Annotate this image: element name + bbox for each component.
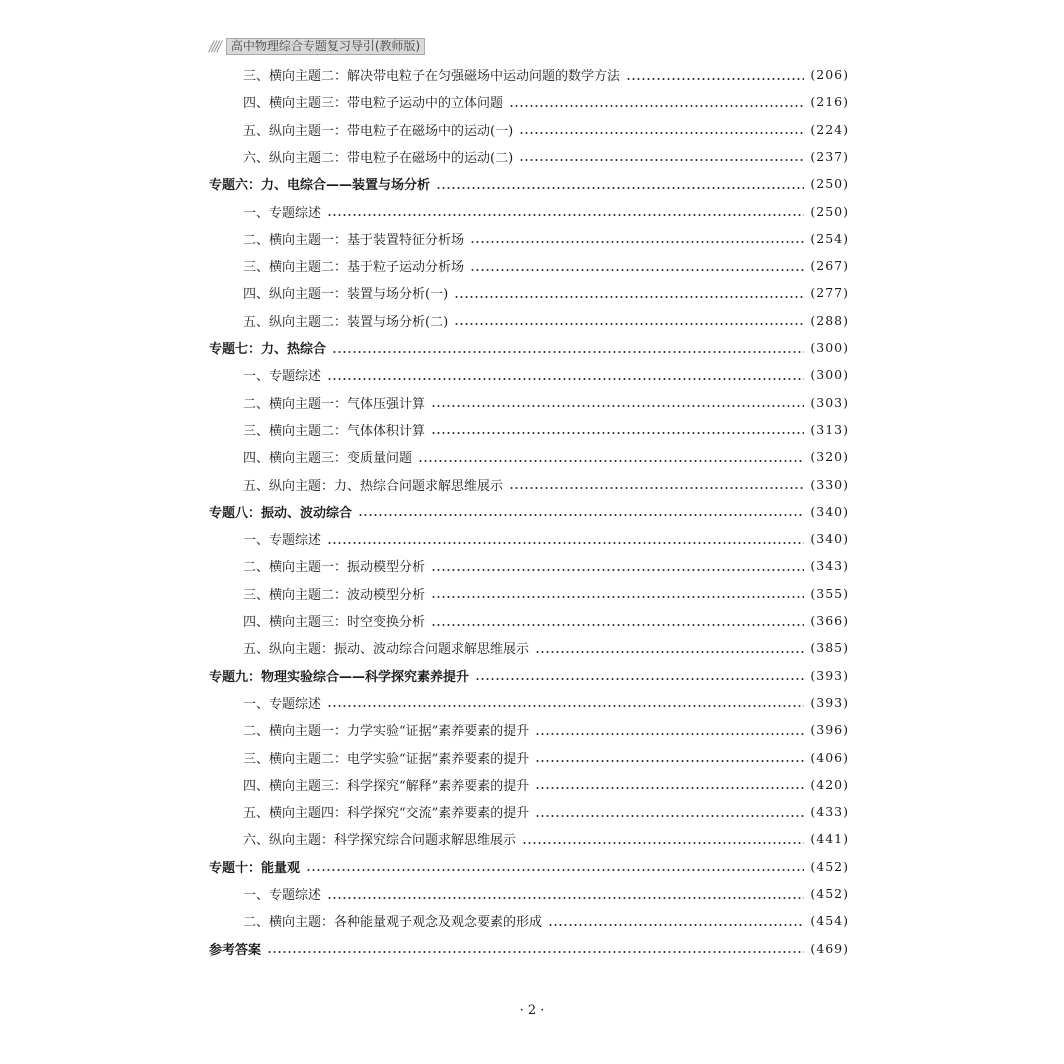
toc-entry-page: (433): [810, 804, 849, 820]
toc-entry-label: 四、横向主题三：时空变换分析: [243, 615, 426, 630]
dot-leader: [431, 624, 804, 626]
dot-leader: [431, 569, 804, 571]
toc-entry-label: 一、专题综述: [243, 533, 322, 549]
dot-leader: [454, 323, 804, 325]
dot-leader: [519, 132, 804, 134]
toc-entry-page: (313): [810, 421, 849, 437]
toc-entry-page: (454): [810, 913, 849, 929]
dot-leader: [519, 159, 804, 161]
dot-leader: [454, 296, 804, 298]
toc-entry[interactable]: [243, 143, 849, 170]
toc-entry-label: 专题九：物理实验综合——科学探究素养提升: [209, 669, 470, 685]
toc-entry[interactable]: [243, 744, 849, 771]
toc-entry[interactable]: [243, 225, 849, 252]
toc-entry-label: 四、横向主题三：变质量问题: [243, 451, 413, 467]
toc-entry-label: 四、横向主题三：科学探究“解释”素养要素的提升: [243, 778, 530, 794]
toc-entry-label: 五、纵向主题二：装置与场分析(二): [243, 314, 449, 330]
dot-leader: [431, 405, 804, 407]
dot-leader: [535, 651, 804, 653]
toc-entry-label: 一、专题综述: [243, 888, 322, 903]
toc-entry-label: 四、横向主题三：带电粒子运动中的立体问题: [243, 96, 504, 112]
toc-entry-label: 专题八：振动、波动综合: [209, 505, 353, 521]
dot-leader: [327, 542, 804, 544]
toc-section-entry[interactable]: [209, 662, 849, 689]
toc-entry-page: (385): [810, 640, 849, 656]
dot-leader: [327, 705, 804, 707]
toc-entry[interactable]: [243, 880, 849, 907]
toc-entry-page: (330): [810, 476, 849, 492]
toc-entry-page: (250): [810, 203, 849, 219]
header-title: 高中物理综合专题复习导引(教师版): [226, 38, 425, 55]
toc-entry-page: (343): [810, 558, 849, 574]
toc-entry-page: (250): [810, 176, 849, 192]
toc-entry-label: 六、纵向主题二：带电粒子在磁场中的运动(二): [243, 150, 514, 166]
toc-entry[interactable]: [243, 607, 849, 634]
dot-leader: [522, 842, 804, 844]
dot-leader: [267, 951, 804, 953]
toc-entry[interactable]: [243, 798, 849, 825]
toc-entry-label: 三、横向主题二：波动模型分析: [243, 587, 426, 603]
toc-entry-page: (237): [810, 148, 849, 164]
toc-entry-label: 三、横向主题二：解决带电粒子在匀强磁场中运动问题的数学方法: [243, 69, 621, 84]
toc-entry[interactable]: [243, 252, 849, 279]
toc-entry-label: 二、横向主题一：振动模型分析: [243, 560, 426, 576]
toc-entry[interactable]: [243, 580, 849, 607]
toc-entry-page: (393): [810, 667, 849, 683]
toc-entry[interactable]: [243, 116, 849, 143]
dot-leader: [327, 378, 804, 380]
dot-leader: [306, 869, 804, 871]
dot-leader: [470, 241, 804, 243]
toc-entry-page: (300): [810, 367, 849, 383]
dot-leader: [475, 678, 804, 680]
dot-leader: [535, 760, 804, 762]
toc-entry-page: (206): [810, 67, 849, 82]
toc-entry-page: (469): [810, 940, 849, 956]
toc-entry-label: 二、横向主题：各种能量观子观念及观念要素的形成: [243, 915, 543, 931]
dot-leader: [436, 187, 804, 189]
toc-entry[interactable]: [243, 361, 849, 388]
toc-entry-label: 三、横向主题二：基于粒子运动分析场: [243, 260, 465, 276]
toc-entry-page: (366): [810, 613, 849, 628]
toc-entry[interactable]: [243, 634, 849, 661]
toc-entry-label: 二、横向主题一：基于装置特征分析场: [243, 232, 465, 248]
toc-entry-label: 专题六：力、电综合——装置与场分析: [209, 178, 431, 194]
toc-entry[interactable]: [243, 552, 849, 579]
toc-entry-label: 一、专题综述: [243, 369, 322, 385]
dot-leader: [470, 269, 804, 271]
toc-entry-page: (300): [810, 340, 849, 355]
toc-section-entry[interactable]: [209, 935, 849, 962]
toc-entry-page: (452): [810, 858, 849, 874]
dot-leader: [431, 432, 804, 434]
toc-entry[interactable]: [243, 716, 849, 743]
dot-leader: [418, 460, 804, 462]
dot-leader: [626, 78, 804, 80]
toc-entry-page: (396): [810, 722, 849, 738]
toc-section-entry[interactable]: [209, 170, 849, 197]
toc-entry[interactable]: [243, 525, 849, 552]
toc-entry[interactable]: [243, 471, 849, 498]
toc-entry-page: (452): [810, 886, 849, 901]
toc-entry-page: (216): [810, 94, 849, 110]
toc-entry-label: 三、横向主题二：气体体积计算: [243, 423, 426, 439]
toc-entry[interactable]: [243, 771, 849, 798]
toc-entry-label: 五、横向主题四：科学探究“交流”素养要素的提升: [243, 806, 530, 822]
header-slash-ornament: ////: [209, 38, 220, 55]
toc-entry-label: 专题七：力、热综合: [209, 342, 327, 357]
dot-leader: [535, 815, 804, 817]
toc-entry-page: (267): [810, 258, 849, 274]
toc-entry-page: (303): [810, 394, 849, 410]
toc-entry-label: 三、横向主题二：电学实验“证据”素养要素的提升: [243, 751, 530, 767]
toc-entry-label: 五、纵向主题一：带电粒子在磁场中的运动(一): [243, 123, 514, 139]
dot-leader: [358, 514, 804, 516]
toc-entry[interactable]: [243, 389, 849, 416]
toc-entry-label: 五、纵向主题：振动、波动综合问题求解思维展示: [243, 642, 530, 658]
toc-entry-label: 五、纵向主题：力、热综合问题求解思维展示: [243, 478, 504, 494]
toc-entry[interactable]: [243, 825, 849, 852]
toc-entry[interactable]: [243, 416, 849, 443]
toc-entry-page: (340): [810, 531, 849, 547]
toc-entry-label: 一、专题综述: [243, 696, 322, 712]
toc-entry-page: (320): [810, 449, 849, 465]
dot-leader: [327, 897, 804, 899]
toc-entry[interactable]: [243, 307, 849, 334]
toc-entry-label: 二、横向主题一：力学实验“证据”素养要素的提升: [243, 724, 530, 740]
running-header: [209, 38, 425, 55]
toc-entry-label: 四、纵向主题一：装置与场分析(一): [243, 287, 449, 303]
toc-entry[interactable]: [243, 88, 849, 115]
toc-section-entry[interactable]: [209, 334, 849, 361]
dot-leader: [509, 105, 804, 107]
toc-entry-label: 六、纵向主题：科学探究综合问题求解思维展示: [243, 833, 517, 849]
toc-entry-label: 二、横向主题一：气体压强计算: [243, 396, 426, 412]
toc-section-entry[interactable]: [209, 853, 849, 880]
toc-entry[interactable]: [243, 279, 849, 306]
toc-entry-page: (406): [810, 749, 849, 765]
toc-entry[interactable]: [243, 907, 849, 934]
toc-entry-page: (355): [810, 585, 849, 601]
dot-leader: [327, 214, 804, 216]
dot-leader: [535, 733, 804, 735]
toc-entry[interactable]: [243, 61, 849, 88]
toc-entry-page: (254): [810, 230, 849, 246]
toc-entry-page: (340): [810, 503, 849, 519]
toc-section-entry[interactable]: [209, 498, 849, 525]
toc-entry-page: (224): [810, 121, 849, 137]
page-number: · 2 ·: [519, 1003, 545, 1018]
dot-leader: [431, 596, 804, 598]
toc-entry-label: 一、专题综述: [243, 205, 322, 221]
toc-entry-page: (277): [810, 285, 849, 301]
toc-entry[interactable]: [243, 443, 849, 470]
toc-entry-page: (420): [810, 776, 849, 792]
toc-entry-label: 专题十：能量观: [209, 860, 301, 876]
toc-entry[interactable]: [243, 689, 849, 716]
dot-leader: [509, 487, 804, 489]
toc-entry-page: (393): [810, 694, 849, 710]
dot-leader: [535, 787, 804, 789]
toc-entry-page: (441): [810, 831, 849, 847]
dot-leader: [332, 351, 804, 353]
toc-entry[interactable]: [243, 198, 849, 225]
toc-entry-label: 参考答案: [209, 942, 262, 958]
toc-entry-page: (288): [810, 312, 849, 328]
dot-leader: [548, 924, 804, 926]
